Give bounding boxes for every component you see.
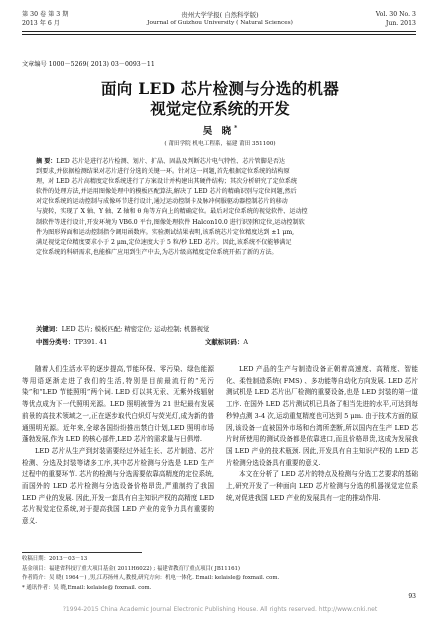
header-date-left: 2013 年 6 月 [22, 20, 60, 27]
article-title-line2: 视觉定位系统的开发 [150, 99, 290, 118]
abstract-label: 摘 要： [36, 158, 57, 165]
header-journal-en: Journal of Guizhou University ( Natural Sciences) [147, 20, 293, 26]
footnote-fund: 基金项目：福建省科技厅重大项目基金( 2011H6022) ; 福建省教育厅重点项目( JB11161) [22, 565, 241, 572]
abstract-line: 满足视觉定位精度要求小于 2 μm,定位速度大于 5 粒/秒 LED 芯片。因此,该系统不仅能够满足 [36, 238, 292, 246]
classification-number: 中图分类号：TP391. 41 [36, 338, 108, 346]
abstract-line: 与旋转，实现了 X 轴、Y 轴、Z 轴和 θ 角等方向上的精确定位。最后对定位系统的视觉软件、运动控 [36, 208, 308, 216]
abstract-line: 对定位系统的运动控制与成像环节进行设计,通过运动控制卡及脉冲伺服驱动器控制芯片的移动 [36, 198, 288, 206]
page-number: 93 [408, 593, 416, 600]
footnote-rule [22, 552, 142, 553]
abstract-line: 制软件等进行设计,开发环境为 VB6.0 平台,图像处理软件 Halcon10.0 进行识别和定位,运动控制软 [36, 218, 305, 226]
abstract-line: 摘 要：LED 芯片是进行芯片检测、划片、扩晶、固晶及判断芯片电气特性、芯片管脚是否达 [36, 158, 286, 165]
abstract-line: 理，对 LED 芯片高精度定位系统进行了方案设计并构建出其硬件结构；其次分析研究了定位系统 [36, 178, 298, 186]
document-code: 文献标识码：A [205, 338, 248, 346]
body-paragraph: LED 产品的生产与制造设备正朝着高速度、高精度、智能化、柔性制造系统( FMS) 、多功能等自动化方向发展. LED 芯片测试机是 LED 芯片出厂检测的重要设备,也是 LED 封装的第一道工序. 在国外 LED 芯片测试机已具备了相当先进的水平,可达到每秒钟点测 3-4 次,运动重复精度也可达到 5 μm. 由于技术方面的原因,该设备一直被国外市场和台湾所垄断,所以国内在生产 LED 芯片时所使用的测试设备都是依靠进口,而且价格昂贵,这成为发展我国 LED 产业的技术瓶颈. 因此,开发具有自主知识产权的 LED 芯片检测分选设备具有重要的意义. [226, 365, 418, 467]
author-corresponding-mark: * [234, 125, 238, 132]
header-volume-left: 第 30 卷 第 3 期 [22, 11, 69, 18]
footnote-received: 收稿日期：2013－03－13 [22, 556, 88, 562]
body-paragraph: LED 芯片从生产到封装需要经过外延生长、芯片制造、芯片检测、分选及封装等诸多工序,其中芯片检测与分选是 LED 生产过程中的重要环节. 芯片的检测与分选需要依靠高精度的定位系统,而国外的 LED 芯片检测与分选设备价格昂贵,严重制约了我国 LED 产业的发展. 因此,开发一套具有自主知识产权的高精度 LED 芯片视觉定位系统,对于提高我国 LED 产业的竞争力具有重要的意义. [22, 446, 214, 526]
header-journal-cn: 贵州大学学报( 自然科学版) [181, 11, 259, 19]
footnote-corresponding: * 通讯作者：吴 晓,Email: kelaisle@ foxmail. com. [22, 584, 152, 591]
copyright-notice: ?1994-2015 China Academic Journal Electronic Publishing House. All rights reserved. http://www.cnki.net [62, 606, 378, 613]
author-name [0, 126, 440, 137]
article-title-line1: 面向 LED 芯片检测与分选的机器 [100, 79, 340, 98]
body-column-left [22, 364, 214, 528]
header-rule-top [22, 31, 416, 32]
abstract [36, 157, 404, 258]
header-date-right: Jun. 2013 [385, 20, 416, 27]
abstract-line: 软件的处理方法,并运用图像处理中的模板匹配算法,解决了 LED 芯片的精确识别与定位问题,然后 [36, 188, 297, 196]
keywords [36, 326, 209, 332]
abstract-line: 件为图形界面和运动控制指令调用函数库。实验测试结果表明,该系统芯片定位精度达到 ±1 μm, [36, 228, 295, 236]
author-affiliation: ( 莆田学院 机电工程系，福建 莆田 351100) [164, 141, 276, 147]
article-number: 文章编号 1000－5269( 2013) 03－0093－11 [22, 61, 155, 68]
abstract-line: 定位系统的科研需求,也能推广应用到生产中去,为芯片级高精度定位系统开拓了新的方法。 [36, 248, 278, 256]
footnote-author-bio: 作者简介：吴 晓( 1964－) ,男,江苏扬州人,教授,研究方向：机电一体化. Email: kelaisle@ foxmail. com. [22, 575, 280, 582]
author-name-text: 吴 晓 [202, 126, 235, 138]
body-column-right [226, 364, 418, 504]
footnotes [22, 555, 422, 593]
body-paragraph: 本文在分析了 LED 芯片的特点及检测与分选工艺要求的基础上,研究开发了一种面向 LED 芯片检测与分选的机器视觉定位系统,对促进我国 LED 产业的发展具有一定的推动作用. [226, 470, 418, 502]
header-rule-bottom [22, 34, 416, 35]
header-volume-right: Vol. 30 No. 3 [375, 11, 416, 18]
keywords-text: LED 芯片; 模板匹配; 精密定位; 运动控制; 机器视觉 [61, 325, 210, 333]
body-paragraph: 随着人们生活水平的逐步提高,节能环保、零污染、绿色能源等用语逐渐走进了我们的生活,特别是目前最流行的“光污染”和“LED 节能照明”两个词. LED 灯以其无汞、无紫外线辐射等优点成为下一代照明光源。LED 照明被誉为 21 世纪最有发展前景的高技术领域之一,正在逐步取代白炽灯与荧光灯,成为新的普通照明光源。近年来,全球各国纷纷推出禁白计划,LED 照明市场蓬勃发展,作为 LED 的核心部件,LED 芯片的需求量与日俱增. [22, 365, 214, 444]
abstract-line: 到要求,并依据检测结果对芯片进行分选的关键一环。针对这一问题,首先根据定位系统的结构原 [36, 168, 290, 176]
keywords-label: 关键词： [36, 325, 62, 333]
